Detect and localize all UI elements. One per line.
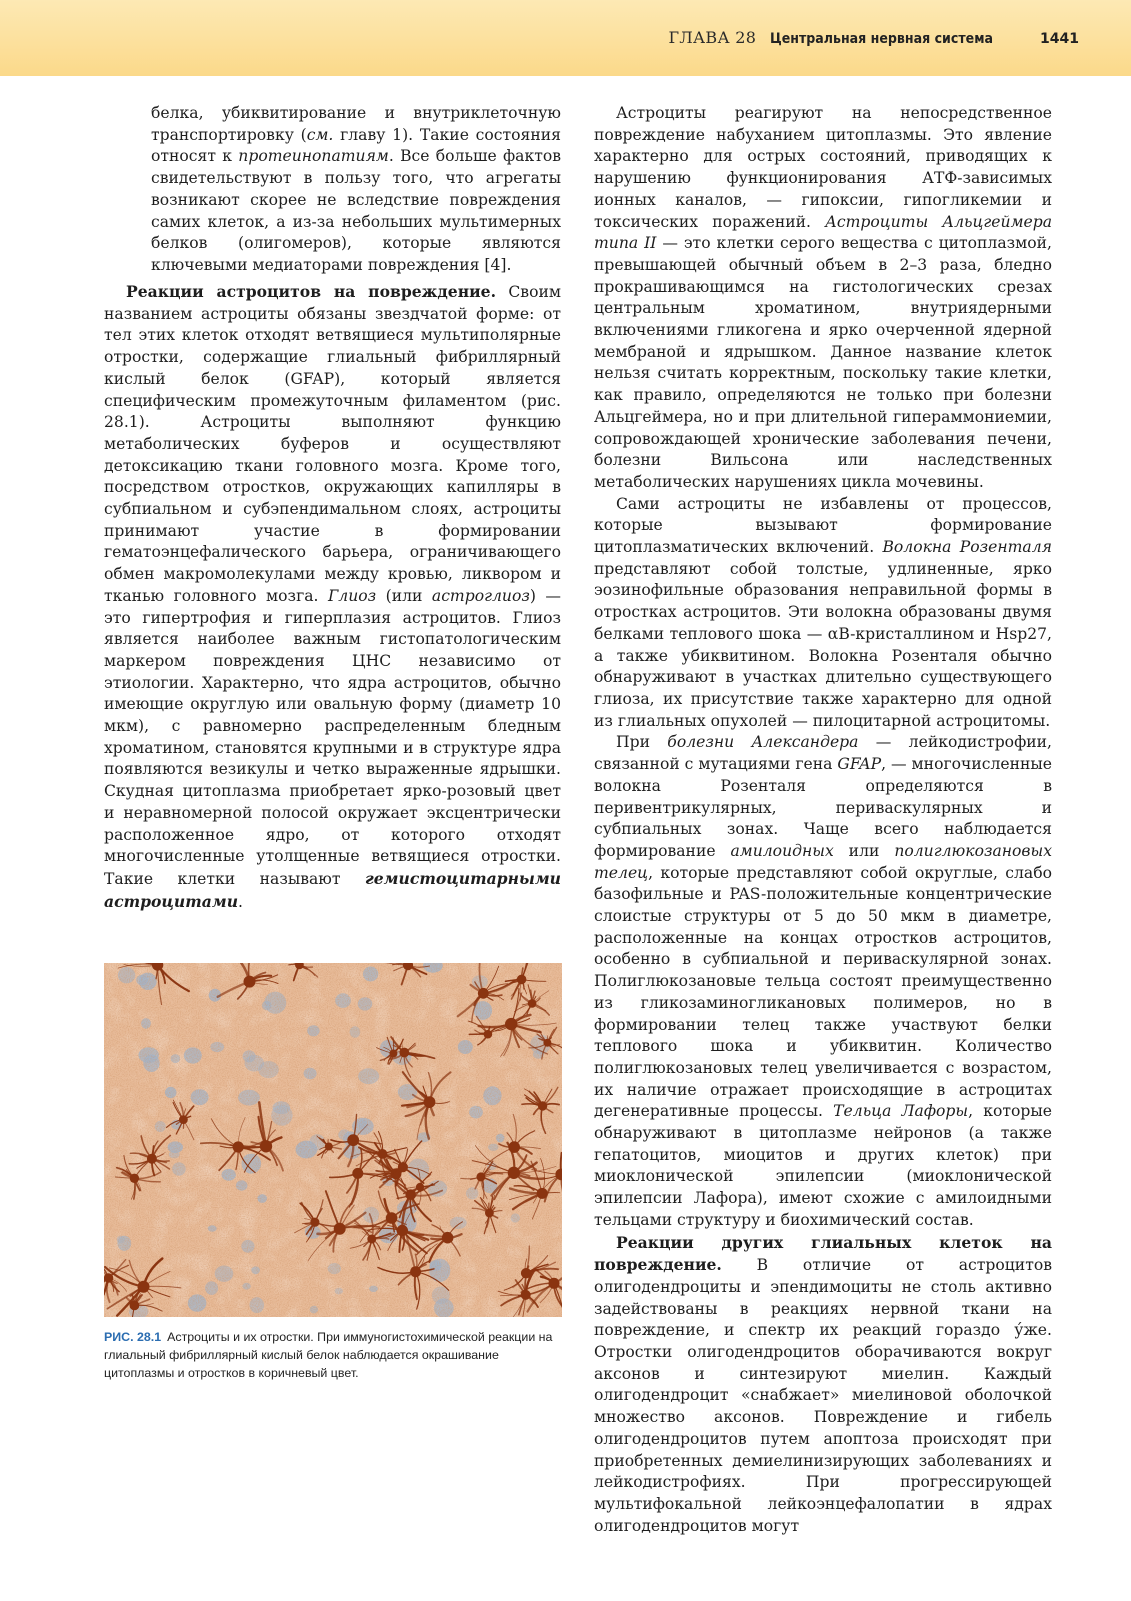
astrocyte-body — [442, 1232, 454, 1244]
caption-text: Астроциты и их отростки. При иммуногистохимической реакции на глиальный фибриллярный кислый белок наблюдается окрашивание цитоплазмы и отростков в коричневый цвет. — [104, 1330, 553, 1380]
figure-label: РИС. 28.1 — [104, 1330, 162, 1344]
astrocyte-body — [367, 1235, 376, 1244]
term-astrogliosis: астроглиоз — [431, 586, 530, 605]
astrocyte-body — [521, 1290, 531, 1300]
term-alexander-disease: болезни Александера — [667, 733, 859, 752]
astrocyte-body — [508, 1167, 520, 1179]
page-number: 1441 — [1040, 31, 1079, 47]
astrocyte-body — [543, 1039, 551, 1047]
term-gemistocytic: гемистоцитарными астроцитами — [104, 868, 561, 911]
text-run: Сами астроциты не избавлены от процессов, которые вызывают формирование цитоплазматических включений. — [594, 494, 1052, 557]
astrocyte-body — [484, 1030, 493, 1039]
term-amyloid: амилоидных — [730, 841, 834, 860]
figure-micrograph — [104, 963, 562, 1317]
text-run: главу 1). Такие состояния относят к — [151, 125, 561, 166]
text-run: — это клетки серого вещества с цитоплазмой, превышающей обычный объем в 2–3 раза, бледно прокрашивающимся на гистологических срезах центральным хроматином, внутриядерными включениями гликогена и ярко очерченной ядерной мембраной и ядрышком. Данное название клеток нельзя считать корректным, поскольку такие клетки, как правило, определяются не только при болезни Альцгеймера, но и при длительной гипераммониемии, сопровождающей хронические заболевания печени, болезни Вильсона или наследственных метаболических нарушениях цикла мочевины. — [594, 234, 1052, 491]
paragraph-rosenthal-fibers — [594, 494, 1052, 733]
astrocyte-body — [389, 1050, 397, 1058]
astrocyte-body — [538, 1101, 547, 1110]
astrocyte-body — [424, 1096, 436, 1108]
text-run: , которые обнаруживают в цитоплазме нейронов (а также гепатоцитов, миоцитов и других клеток) при миоклонической эпилепсии (миоклонической эпилепсии Лафора), имеют схожие с амилоидными тельцами структуру и биохимический состав. — [594, 1102, 1052, 1229]
figure-caption — [104, 1328, 562, 1382]
astrocyte-body — [104, 1273, 113, 1282]
section-heading-other-glia: Реакции других глиальных клеток на повреждение. — [594, 1232, 1052, 1275]
astrocyte-body — [334, 1223, 346, 1235]
astrocyte-body — [521, 1268, 531, 1278]
astrocyte-body — [528, 999, 537, 1008]
text-run: ) — это гипертрофия и гиперплазия астроцитов. Глиоз является наиболее важным гистопатологическим маркером повреждения ЦНС независимо от этиологии. Характерно, что ядра астроцитов, обычно имеющие округлую или овальную форму (диаметр 10 мкм), с равномерно распределенным бледным хроматином, становятся крупными и в структуре ядра появляются везикулы и четко выраженные ядрышки. Скудная цитоплазма приобретает ярко-розовый цвет и неравномерной полосой окружает эксцентрически расположенное ядро, от которого отходят многочисленные утолщенные ветвящиеся отростки. Такие клетки называют — [104, 586, 561, 888]
astrocyte-body — [476, 1172, 485, 1181]
astrocyte-body — [310, 1218, 319, 1227]
astrocyte-body — [130, 1174, 139, 1183]
chapter-label: ГЛАВА 28 — [668, 28, 757, 47]
astrocyte-body — [505, 1018, 517, 1030]
astrocyte-body — [478, 988, 489, 999]
paragraph-alexander-disease — [594, 732, 1052, 1231]
astrocyte-body — [398, 1162, 408, 1172]
text-run-italic: см. — [306, 125, 334, 144]
term-gfap: GFAP — [837, 755, 882, 774]
text-run: При — [616, 733, 668, 752]
astrocyte-body — [397, 1225, 408, 1236]
term-gliosis: Глиоз — [327, 586, 377, 605]
astrocyte-body — [399, 1048, 409, 1058]
text-run: (или — [376, 586, 432, 605]
astrocyte-body — [378, 1149, 388, 1159]
astrocyte-body — [352, 1168, 363, 1179]
left-intro-paragraph — [151, 103, 561, 277]
text-run: Своим названием астроциты обязаны звездчатой форме: от тел этих клеток отходят ветвящиеся мультиполярные отростки, содержащие глиальный фибриллярный кислый белок (GFAP), который является специфическим промежуточным филаментом (рис. 28.1). Астроциты выполняют функцию метаболических буферов и осуществляют детоксикацию ткани головного мозга. Кроме того, посредством отростков, окружающих капилляры в субпиальном и субэпендимальном слоях, астроциты принимают участие в формировании гематоэнцефалического барьера, ограничивающего обмен макромолекулами между кровью, ликвором и тканью головного мозга. — [104, 283, 561, 605]
running-header — [0, 0, 1131, 76]
astrocyte-body — [549, 1278, 560, 1289]
astrocyte-body — [347, 1134, 359, 1146]
astrocyte-body — [517, 975, 527, 985]
text-run: или — [833, 841, 895, 860]
header-text — [668, 28, 1079, 56]
text-run: — лейкодистрофии, связанной с мутациями гена — [594, 733, 1053, 774]
intro-text — [151, 103, 561, 277]
astrocyte-body — [410, 1266, 421, 1277]
term-polyglucosan-bodies: полиглюкозановых телец — [594, 841, 1052, 882]
left-astrocyte-section — [104, 281, 561, 913]
right-column — [594, 103, 1052, 1537]
text-run: представляют собой толстые, удлиненные, ярко эозинофильные образования неправильной формы в отростках астроцитов. Эти волокна образованы двумя белками теплового шока — αB-кристаллином и Hsp27, а также убиквитином. Волокна Розенталя обычно обнаруживают в участках длительно существующего глиоза, их присутствие также характерно для одной из глиальных опухолей — пилоцитарной астроцитомы. — [594, 559, 1052, 730]
text-run: В отличие от астроцитов олигодендроциты и эпендимоциты не столь активно задействованы в реакциях нервной ткани на повреждение, и спектр их реакций гораздо у́же. Отростки олигодендроцитов оборачиваются вокруг аксонов и синтезируют миелин. Каждый олигодендроцит «снабжает» миелиновой оболочкой множество аксонов. Повреждение и гибель олигодендроцитов путем апоптоза происходят при приобретенных демиелинизирующих заболеваниях и лейкодистрофиях. При прогрессирующей мультифокальной лейкоэнцефалопатии в ядрах олигодендроцитов могут — [594, 1256, 1052, 1535]
astrocyte-body — [244, 976, 256, 988]
astrocyte-body — [386, 1212, 398, 1224]
paragraph-astrocyte-swelling — [594, 103, 1052, 494]
chapter-title: Центральная нервная система — [770, 31, 994, 47]
text-run: . — [238, 892, 244, 911]
astrocyte-paragraph — [104, 281, 561, 913]
text-run: белка, убиквитирование и внутриклеточную транспортировку ( — [151, 104, 561, 144]
text-run: Астроциты реагируют на непосредственное повреждение набуханием цитоплазмы. Это явление характерно для острых состояний, приводящих к нарушению функционирования АТФ-зависимых ионных каналов, — гипоксии, гипогликемии и токсических поражений. — [594, 104, 1052, 231]
term-lafora-bodies: Тельца Лафоры — [833, 1102, 969, 1121]
text-run: . Все больше фактов свидетельствуют в пользу того, что агрегаты возникают скорее не вследствие повреждения самих клеток, а из-за небольших мультимерных белков (олигомеров), которые являются ключевыми медиаторами повреждения [4]. — [151, 147, 561, 274]
astrocyte-body — [179, 1115, 188, 1124]
astrocyte-body — [138, 1281, 150, 1293]
section-heading-astrocytes: Реакции астроцитов на повреждение. — [126, 282, 497, 301]
astrocyte-body — [485, 1209, 494, 1218]
micrograph-image — [104, 963, 562, 1317]
text-run: , которые представляют собой округлые, слабо базофильные и PAS-положительные концентрические слоистые структуры от 5 до 50 мкм в диаметре, расположенные на концах отростков астроцитов, особенно в субпиальной и периваскулярной зонах. Полиглюкозановые тельца состоят преимущественно из гликозаминогликановых полимеров, но в формировании телец также участвуют белки теплового шока и убиквитин. Количество полиглюкозановых телец увеличивается с возрастом, их наличие отражает происходящие в астроцитах дегенеративные процессы. — [594, 863, 1052, 1121]
astrocyte-body — [325, 1143, 333, 1151]
text-run: , — многочисленные волокна Розенталя определяются в перивентрикулярных, периваскулярных и субпиальных зонах. Чаще всего наблюдается формирование — [594, 755, 1053, 860]
astrocyte-body — [233, 1141, 244, 1152]
term-rosenthal-fibers: Волокна Розенталя — [882, 538, 1052, 557]
term-proteinopathy: протеинопатиям — [238, 147, 389, 166]
astrocyte-body — [416, 1183, 424, 1191]
paragraph-other-glia — [594, 1232, 1052, 1538]
term-alzheimer-astrocytes: Астроциты Альцгеймера типа II — [594, 212, 1053, 253]
